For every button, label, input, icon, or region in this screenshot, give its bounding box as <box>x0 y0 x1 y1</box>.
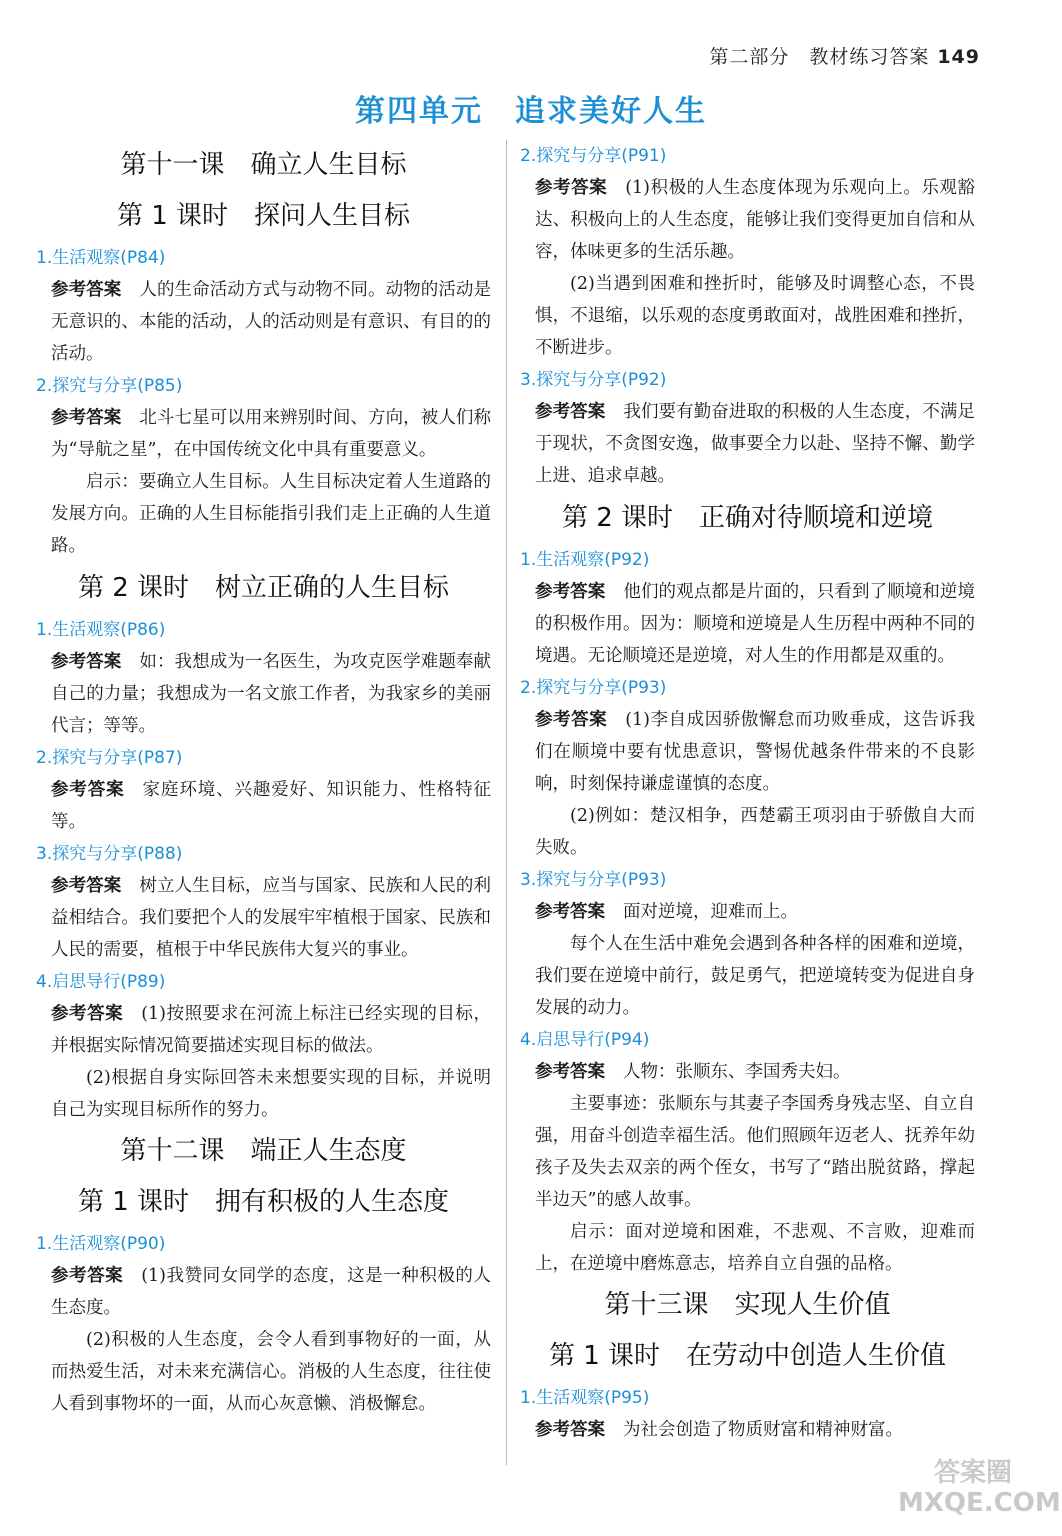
question-heading: 2.探究与分享(P85) <box>36 376 183 396</box>
answer-paragraph <box>36 870 491 966</box>
answer-paragraph <box>36 274 491 370</box>
question-heading: 1.生活观察(P90) <box>36 1234 166 1254</box>
answer-paragraph <box>520 1056 975 1088</box>
answer-text: (2)积极的人生态度，会令人看到事物好的一面，从而热爱生活，对未来充满信心。消极的人生态度，往往使人看到事物坏的一面，从而心灰意懒、消极懈怠。 <box>51 1330 491 1414</box>
lesson-title: 第十三课 实现人生价值 <box>604 1290 891 1320</box>
answer-label: 参考答案 <box>535 710 608 730</box>
answer-text: 面对逆境，迎难而上。 <box>623 902 798 922</box>
answer-text: 启示：要确立人生目标。人生目标决定着人生道路的发展方向。正确的人生目标能指引我们走上正确的人生道路。 <box>51 472 491 556</box>
watermark-line1: 答案圈 <box>933 1458 1012 1488</box>
watermark-logo <box>898 1458 1061 1528</box>
answer-label: 参考答案 <box>51 652 122 672</box>
answer-label: 参考答案 <box>51 1004 124 1024</box>
answer-label: 参考答案 <box>535 402 606 422</box>
question-heading: 1.生活观察(P92) <box>520 550 650 570</box>
answer-paragraph <box>520 928 975 1024</box>
answer-text: 主要事迹：张顺东与其妻子李国秀身残志坚、自立自强，用奋斗创造幸福生活。他们照顾年迈老人、抚养年幼孩子及失去双亲的两个侄女，书写了“踏出脱贫路，撑起半边天”的感人故事。 <box>535 1094 975 1210</box>
section-label: 第二部分 教材练习答案 <box>709 46 930 68</box>
question-heading: 3.探究与分享(P92) <box>520 370 667 390</box>
answer-text: 启示：面对逆境和困难，不悲观、不言败，迎难而上，在逆境中磨炼意志，培养自立自强的品格。 <box>535 1222 975 1274</box>
answer-text: (2)根据自身实际回答未来想要实现的目标，并说明自己为实现目标所作的努力。 <box>51 1068 491 1120</box>
answer-text: (2)例如：楚汉相争，西楚霸王项羽由于骄傲自大而失败。 <box>535 806 975 858</box>
answer-paragraph <box>36 402 491 466</box>
answer-paragraph <box>520 896 975 928</box>
answer-paragraph <box>520 576 975 672</box>
answer-paragraph <box>520 1414 975 1446</box>
answer-paragraph <box>520 172 975 268</box>
page-number: 149 <box>937 46 980 68</box>
answer-paragraph <box>36 466 491 562</box>
question-heading: 4.启思导行(P89) <box>36 972 166 992</box>
answer-label: 参考答案 <box>535 1062 605 1082</box>
answer-paragraph <box>520 704 975 800</box>
answer-paragraph <box>36 1062 491 1126</box>
answer-paragraph <box>36 1260 491 1324</box>
question-heading: 3.探究与分享(P88) <box>36 844 183 864</box>
answer-text: 我们要有勤奋进取的积极的人生态度，不满足于现状，不贪图安逸，做事要全力以赴、坚持不懈、勤学上进、追求卓越。 <box>535 402 976 486</box>
question-heading: 2.探究与分享(P93) <box>520 678 667 698</box>
answer-text: 人物：张顺东、李国秀夫妇。 <box>623 1062 851 1082</box>
lesson-title: 第十二课 端正人生态度 <box>120 1136 407 1166</box>
answer-label: 参考答案 <box>535 582 606 602</box>
question-heading: 1.生活观察(P95) <box>520 1388 650 1408</box>
answer-label: 参考答案 <box>535 178 608 198</box>
answer-label: 参考答案 <box>51 1266 124 1286</box>
unit-title: 第四单元 追求美好人生 <box>355 94 707 129</box>
answer-text: 北斗七星可以用来辨别时间、方向，被人们称为“导航之星”，在中国传统文化中具有重要意义。 <box>51 408 492 460</box>
answer-paragraph <box>36 646 491 742</box>
answer-paragraph <box>36 774 491 838</box>
right-column <box>520 140 975 1446</box>
answer-text: (1)积极的人生态度体现为乐观向上。乐观豁达、积极向上的人生态度，能够让我们变得更加自信和从容，体味更多的生活乐趣。 <box>535 178 975 262</box>
question-heading: 1.生活观察(P84) <box>36 248 166 268</box>
answer-text: (2)当遇到困难和挫折时，能够及时调整心态，不畏惧，不退缩，以乐观的态度勇敢面对，战胜困难和挫折，不断进步。 <box>535 274 975 358</box>
period-title: 第 1 课时 在劳动中创造人生价值 <box>548 1341 947 1371</box>
period-title: 第 1 课时 探问人生目标 <box>116 201 411 231</box>
answer-label: 参考答案 <box>51 780 125 800</box>
page-header <box>709 42 980 69</box>
question-heading: 4.启思导行(P94) <box>520 1030 650 1050</box>
answer-paragraph <box>36 998 491 1062</box>
period-title: 第 2 课时 正确对待顺境和逆境 <box>561 503 934 533</box>
answer-label: 参考答案 <box>51 408 122 428</box>
lesson-title: 第十一课 确立人生目标 <box>120 150 407 180</box>
answer-label: 参考答案 <box>535 1420 605 1440</box>
answer-label: 参考答案 <box>51 876 122 896</box>
answer-paragraph <box>520 396 975 492</box>
answer-label: 参考答案 <box>535 902 605 922</box>
period-title: 第 1 课时 拥有积极的人生态度 <box>77 1187 450 1217</box>
question-heading: 1.生活观察(P86) <box>36 620 166 640</box>
question-heading: 2.探究与分享(P91) <box>520 146 667 166</box>
answer-paragraph <box>520 1088 975 1216</box>
answer-text: (1)李自成因骄傲懈怠而功败垂成，这告诉我们在顺境中要有忧患意识，警惕优越条件带来的不良影响，时刻保持谦虚谨慎的态度。 <box>535 710 975 794</box>
answer-text: 人的生命活动方式与动物不同。动物的活动是无意识的、本能的活动，人的活动则是有意识、有目的的活动。 <box>51 280 492 364</box>
answer-paragraph <box>520 1216 975 1280</box>
answer-text: (1)我赞同女同学的态度，这是一种积极的人生态度。 <box>51 1266 491 1318</box>
question-heading: 2.探究与分享(P87) <box>36 748 183 768</box>
answer-paragraph <box>520 268 975 364</box>
answer-text: 家庭环境、兴趣爱好、知识能力、性格特征等。 <box>51 780 491 832</box>
answer-paragraph <box>36 1324 491 1420</box>
answer-label: 参考答案 <box>51 280 122 300</box>
answer-text: 他们的观点都是片面的，只看到了顺境和逆境的积极作用。因为：顺境和逆境是人生历程中两种不同的境遇。无论顺境还是逆境，对人生的作用都是双重的。 <box>535 582 976 666</box>
question-heading: 3.探究与分享(P93) <box>520 870 667 890</box>
left-column <box>36 140 491 1420</box>
period-title: 第 2 课时 树立正确的人生目标 <box>77 573 450 603</box>
column-divider <box>506 140 507 1465</box>
answer-text: 树立人生目标，应当与国家、民族和人民的利益相结合。我们要把个人的发展牢牢植根于国家、民族和人民的需要，植根于中华民族伟大复兴的事业。 <box>51 876 492 960</box>
answer-paragraph <box>520 800 975 864</box>
answer-text: 为社会创造了物质财富和精神财富。 <box>623 1420 903 1440</box>
answer-text: 如：我想成为一名医生，为攻克医学难题奉献自己的力量；我想成为一名文旅工作者，为我家乡的美丽代言；等等。 <box>51 652 492 736</box>
answer-text: 每个人在生活中难免会遇到各种各样的困难和逆境，我们要在逆境中前行，鼓足勇气，把逆境转变为促进自身发展的动力。 <box>535 934 975 1018</box>
answer-text: (1)按照要求在河流上标注已经实现的目标，并根据实际情况简要描述实现目标的做法。 <box>51 1004 491 1056</box>
watermark-line2: MXQE.COM <box>898 1488 1061 1518</box>
